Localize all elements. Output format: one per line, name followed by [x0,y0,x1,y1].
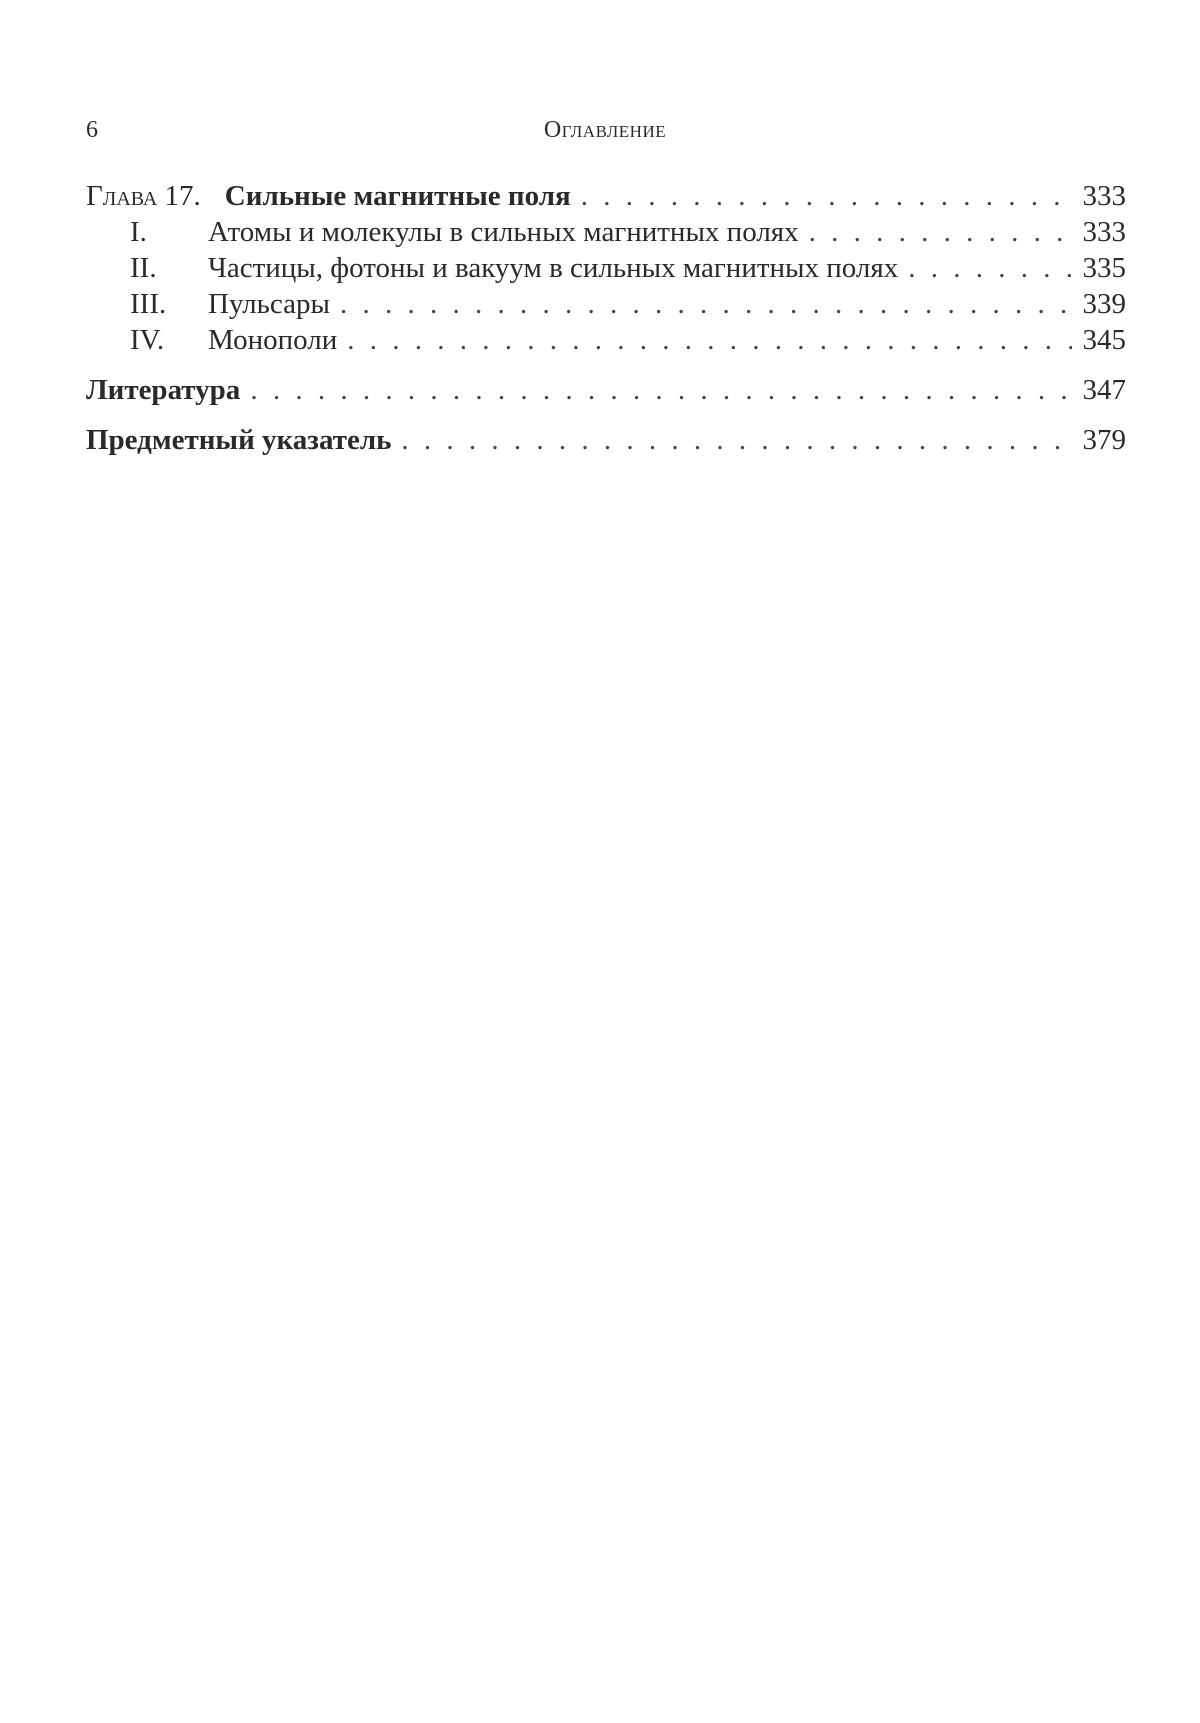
index-page: 379 [1082,424,1126,456]
section-page: 333 [1082,216,1126,248]
dot-leader [347,322,1072,358]
toc-index-entry[interactable] [86,422,1126,458]
index-title: Предметный указатель [86,424,392,456]
chapter-title: Сильные магнитные поля [224,180,571,212]
section-number: IV. [130,324,165,356]
section-page: 339 [1082,288,1126,320]
dot-leader [581,178,1072,214]
section-title: Частицы, фотоны и вакуум в сильных магнитных полях [208,252,899,284]
section-number: III. [130,288,167,320]
toc-section-entry[interactable] [86,322,1126,358]
dot-leader [401,422,1072,458]
table-of-contents [86,178,1126,458]
section-title: Атомы и молекулы в сильных магнитных полях [208,216,799,248]
section-number: I. [130,216,147,248]
section-number: II. [130,252,157,284]
toc-section-entry[interactable] [86,214,1126,250]
toc-chapter-entry[interactable] [86,178,1126,214]
section-title: Монополи [208,324,338,356]
chapter-page: 333 [1082,180,1126,212]
running-head [86,114,1124,146]
dot-leader [340,286,1072,322]
toc-references-entry[interactable] [86,372,1126,408]
toc-section-entry[interactable] [86,286,1126,322]
section-page: 335 [1082,252,1126,284]
references-title: Литература [86,374,241,406]
dot-leader [809,214,1072,250]
running-head-title: Оглавление [543,117,667,143]
references-page: 347 [1082,374,1126,406]
section-title: Пульсары [208,288,330,320]
page-number: 6 [86,117,98,143]
section-page: 345 [1082,324,1126,356]
dot-leader [250,372,1072,408]
dot-leader [908,250,1072,286]
toc-section-entry[interactable] [86,250,1126,286]
chapter-label: Глава 17. [86,180,201,212]
